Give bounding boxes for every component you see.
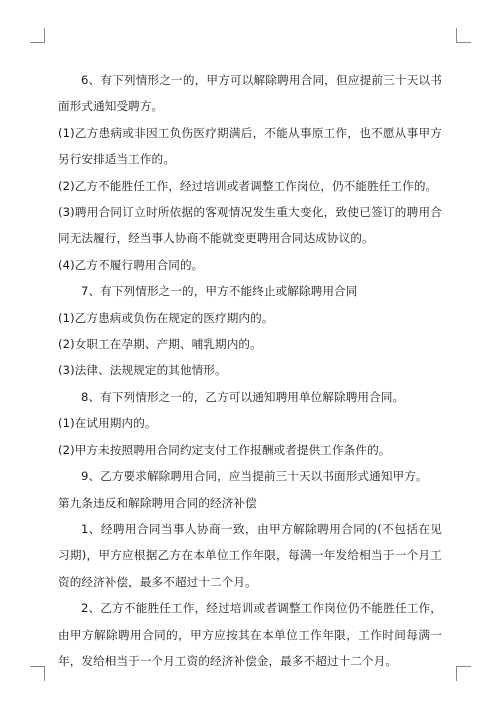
paragraph: (2)甲方未按照聘用合同约定支付工作报酬或者提供工作条件的。: [58, 442, 391, 457]
paragraph: (3)聘用合同订立时所依据的客观情况发生重大变化，致使已签订的聘用合同无法履行，经当事人协商不能就变更聘用合同达成协议的。: [58, 205, 442, 246]
paragraph: 8、有下列情形之一的，乙方可以通知聘用单位解除聘用合同。: [81, 389, 405, 404]
paragraph: (1)在试用期内的。: [58, 416, 157, 431]
paragraph: (3)法律、法规规定的其他情形。: [58, 363, 227, 378]
crop-mark-top-right: [456, 28, 471, 43]
paragraph: (1)乙方患病或非因工负伤医疗期满后，不能从事原工作，也不愿从事甲方另行安排适当工作的。: [58, 125, 442, 167]
paragraph: (1)乙方患病或负伤在规定的医疗期内的。: [58, 310, 274, 325]
paragraph: 6、有下列情形之一的，甲方可以解除聘用合同，但应提前三十天以书面形式通知受聘方。: [58, 73, 442, 114]
paragraph: (2)乙方不能胜任工作，经过培训或者调整工作岗位，仍不能胜任工作的。: [58, 178, 438, 193]
section-heading: 第九条违反和解除聘用合同的经济补偿: [58, 495, 257, 510]
paragraph: (2)女职工在孕期、产期、哺乳期内的。: [58, 337, 262, 352]
paragraph: 1、经聘用合同当事人协商一致，由甲方解除聘用合同的(不包括在见习期)，甲方应根据乙方在本单位工作年限，每满一年发给相当于一个月工资的经济补偿，最多不超过十二个月。: [58, 521, 442, 589]
paragraph: (4)乙方不履行聘用合同的。: [58, 257, 204, 272]
crop-mark-top-left: [30, 28, 45, 43]
crop-mark-bottom-left: [30, 666, 45, 681]
paragraph: 7、有下列情形之一的，甲方不能终止或解除聘用合同: [81, 284, 358, 299]
paragraph: 2、乙方不能胜任工作，经过培训或者调整工作岗位仍不能胜任工作，由甲方解除聘用合同的，甲方应按其在本单位工作年限，工作时间每满一年，发给相当于一个月工资的经济补偿金，最多不超过十二个月。: [58, 601, 442, 668]
paragraph: 9、乙方要求解除聘用合同，应当提前三十天以书面形式通知甲方。: [81, 469, 428, 484]
document-body: [58, 67, 442, 674]
crop-mark-bottom-right: [456, 666, 471, 681]
